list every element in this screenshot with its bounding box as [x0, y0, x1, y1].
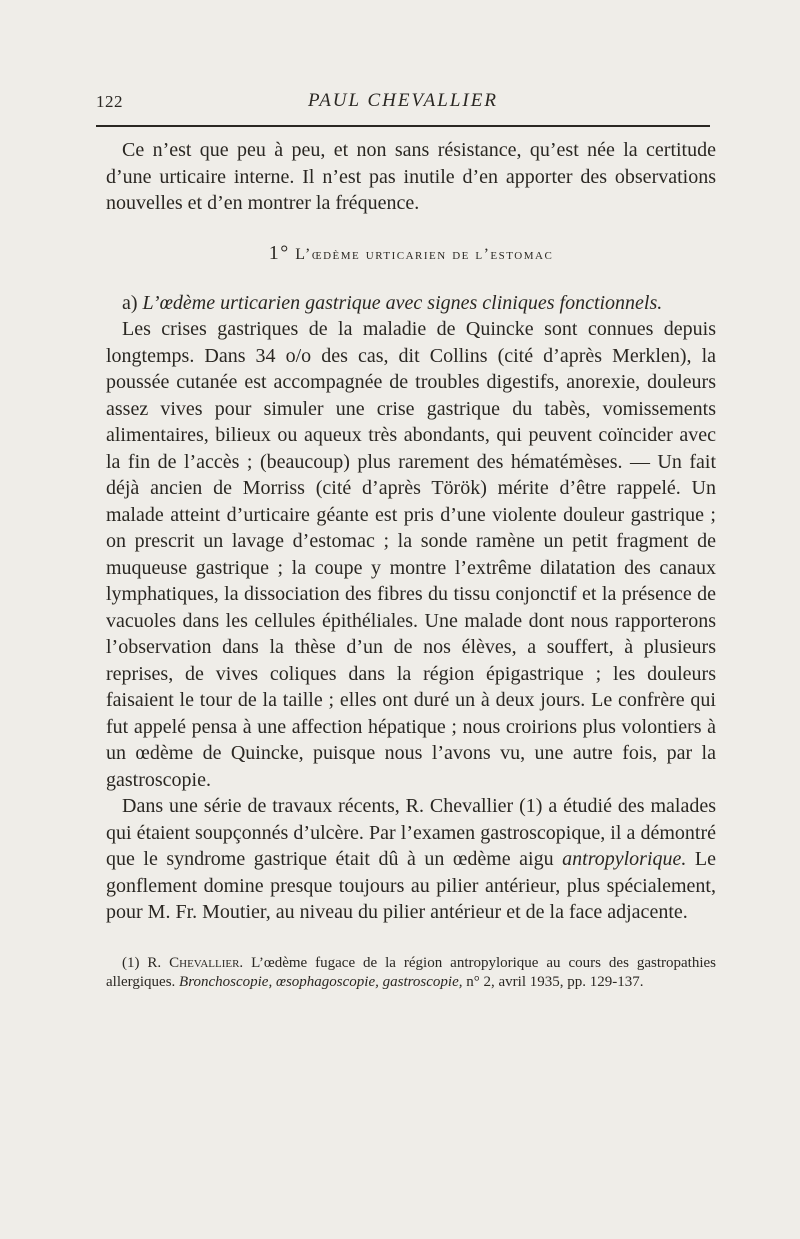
- footnote-journal: Bronchoscopie, œsophagoscopie, gastroscopie,: [179, 973, 463, 990]
- paragraph-chevallier-italic: antropylorique.: [562, 848, 687, 870]
- footnote-marker: (1) R.: [122, 954, 162, 971]
- paragraph-chevallier-text-a: Dans une série de travaux récents, R. Chevallier (1) a étudié des malades qui étaient soupçonnés d’ulcère. Par l’examen gastroscopique, il a démontré que le syndrome gastrique était dû à un œdème aigu: [106, 795, 716, 870]
- footnote-ref: n° 2, avril 1935, pp. 129-137.: [462, 973, 644, 990]
- footnote: [106, 954, 716, 992]
- page-number: 122: [96, 92, 123, 111]
- section-heading: [106, 240, 716, 268]
- footnote-author: Chevallier.: [169, 954, 244, 971]
- running-head: PAUL CHEVALLIER: [308, 90, 498, 111]
- page-body: [106, 137, 716, 992]
- subsection-label: a): [122, 291, 138, 314]
- header-rule: [96, 125, 710, 127]
- paragraph-chevallier: [106, 793, 716, 926]
- section-title-text: L’œdème urticarien de l’estomac: [295, 245, 554, 263]
- page-header: [96, 92, 710, 118]
- footnote-text: L’œdème fugace de la région antropylorique au cours des gastropathies allergiques.: [106, 954, 716, 990]
- intro-paragraph: Ce n’est que peu à peu, et non sans résistance, qu’est née la certitude d’une urticaire interne. Il n’est pas inutile d’en apporter des observations nouvelles et d’en montrer la fréquence.: [106, 139, 716, 214]
- subsection-heading: [106, 290, 716, 317]
- subsection-title: L’œdème urticarien gastrique avec signes cliniques fonctionnels.: [142, 291, 663, 314]
- paragraph-quincke: Les crises gastriques de la maladie de Quincke sont connues depuis longtemps. Dans 34 o/o des cas, dit Collins (cité d’après Merklen), la poussée cutanée est accompagnée de troubles digestifs, anorexie, douleurs assez vives pour simuler une crise gastrique du tabès, vomissements alimentaires, bilieux ou aqueux très abondants, qui peuvent coïncider avec la fin de l’accès ; (beaucoup) plus rarement des hématémèses. — Un fait déjà ancien de Morriss (cité d’après Török) mérite d’être rappelé. Un malade atteint d’urticaire géante est pris d’une violente douleur gastrique ; on prescrit un lavage d’estomac ; la sonde ramène un petit fragment de muqueuse gastrique ; la coupe y montre l’extrême dilatation des canaux lymphatiques, la dissociation des fibres du tissu conjonctif et la présence de vacuoles dans les cellules épithéliales. Une malade dont nous rapporterons l’observation dans la thèse d’un de nos élèves, a souffert, à plusieurs reprises, de vives coliques dans la région épigastrique ; les douleurs faisaient le tour de la taille ; elles ont duré un à deux jours. Le confrère qui fut appelé pensa à une affection hépatique ; nous croirions plus volontiers à un œdème de Quincke, puisque nous l’avons vu, une autre fois, par la gastroscopie.: [106, 318, 716, 791]
- section-number: 1°: [268, 241, 290, 264]
- paragraph-chevallier-text-b: Le gonflement domine presque toujours au pilier antérieur, plus spécialement, pour M. Fr. Moutier, au niveau du pilier antérieur et de la face adjacente.: [106, 848, 716, 923]
